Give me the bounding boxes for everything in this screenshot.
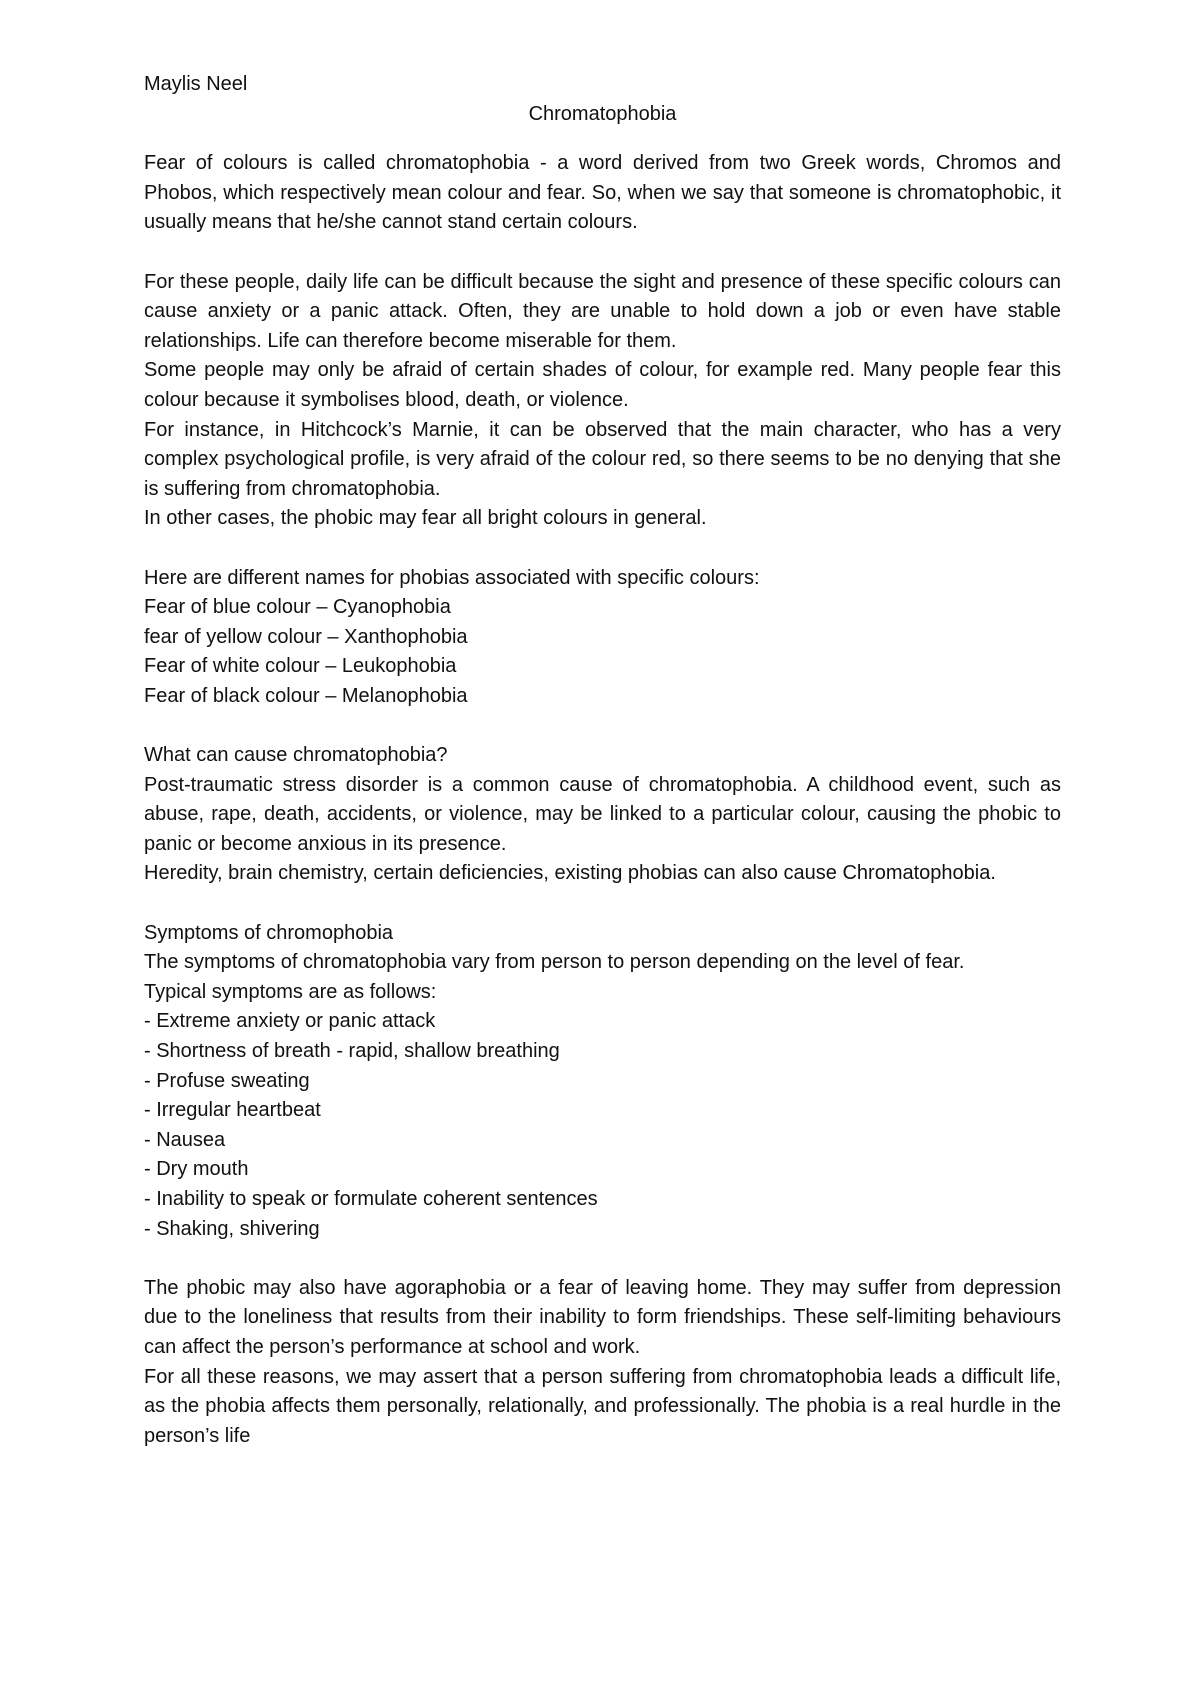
symptoms-lead: Typical symptoms are as follows: [144, 980, 437, 1003]
symptoms-list [144, 1007, 1061, 1244]
causes-paragraph: Heredity, brain chemistry, certain deficiencies, existing phobias can also cause Chromatophobia. [144, 862, 996, 885]
names-intro: Here are different names for phobias associated with specific colours: [144, 566, 760, 589]
section1-paragraph: Some people may only be afraid of certain shades of colour, for example red. Many people fear this colour because it symbolises blood, death, or violence. [144, 359, 1061, 411]
phobia-names-list [144, 593, 1061, 711]
spacer [144, 534, 1061, 564]
symptoms-intro: The symptoms of chromatophobia vary from person to person depending on the level of fear. [144, 951, 965, 974]
symptoms-heading: Symptoms of chromophobia [144, 921, 394, 944]
section1-paragraph: For instance, in Hitchcock’s Marnie, it can be observed that the main character, who has a very complex psychological profile, is very afraid of the colour red, so there seems to be no denying that she is suffering from chromatophobia. [144, 418, 1061, 500]
list-item: - Irregular heartbeat [144, 1099, 321, 1122]
spacer [144, 711, 1061, 741]
document-page [144, 70, 1061, 1451]
list-item: fear of yellow colour – Xanthophobia [144, 625, 468, 648]
list-item: Fear of white colour – Leukophobia [144, 655, 457, 678]
section1-paragraph: For these people, daily life can be difficult because the sight and presence of these specific colours can cause anxiety or a panic attack. Often, they are unable to hold down a job or even have stable relationships. Life can therefore become miserable for them. [144, 270, 1061, 352]
causes-paragraph: Post-traumatic stress disorder is a common cause of chromatophobia. A childhood event, such as abuse, rape, death, accidents, or violence, may be linked to a particular colour, causing the phobic to panic or become anxious in its presence. [144, 773, 1061, 855]
list-item: - Shortness of breath - rapid, shallow breathing [144, 1040, 560, 1062]
causes-heading: What can cause chromatophobia? [144, 744, 448, 767]
list-item: - Extreme anxiety or panic attack [144, 1010, 436, 1033]
spacer [144, 889, 1061, 919]
section1-paragraph: In other cases, the phobic may fear all bright colours in general. [144, 507, 707, 530]
list-item: - Inability to speak or formulate coherent sentences [144, 1187, 598, 1210]
list-item: - Profuse sweating [144, 1069, 310, 1092]
list-item: Fear of blue colour – Cyanophobia [144, 596, 451, 619]
list-item: - Shaking, shivering [144, 1217, 320, 1240]
list-item: - Nausea [144, 1128, 226, 1151]
author-name: Maylis Neel [144, 73, 248, 95]
spacer [144, 238, 1061, 268]
list-item: Fear of black colour – Melanophobia [144, 684, 468, 707]
document-title: Chromatophobia [528, 102, 677, 125]
list-item: - Dry mouth [144, 1158, 249, 1181]
intro-paragraph: Fear of colours is called chromatophobia - a word derived from two Greek words, Chromos and Phobos, which respectively mean colour and fear. So, when we say that someone is chromatophobic, it usually means that he/she cannot stand certain colours. [144, 152, 1061, 234]
conclusion-paragraph: For all these reasons, we may assert that a person suffering from chromatophobia leads a difficult life, as the phobia affects them personally, relationally, and professionally. The phobia is a real hurdle in the person’s life [144, 1365, 1061, 1447]
spacer [144, 1244, 1061, 1274]
conclusion-paragraph: The phobic may also have agoraphobia or a fear of leaving home. They may suffer from depression due to the loneliness that results from their inability to form friendships. These self-limiting behaviours can affect the person’s performance at school and work. [144, 1276, 1061, 1358]
